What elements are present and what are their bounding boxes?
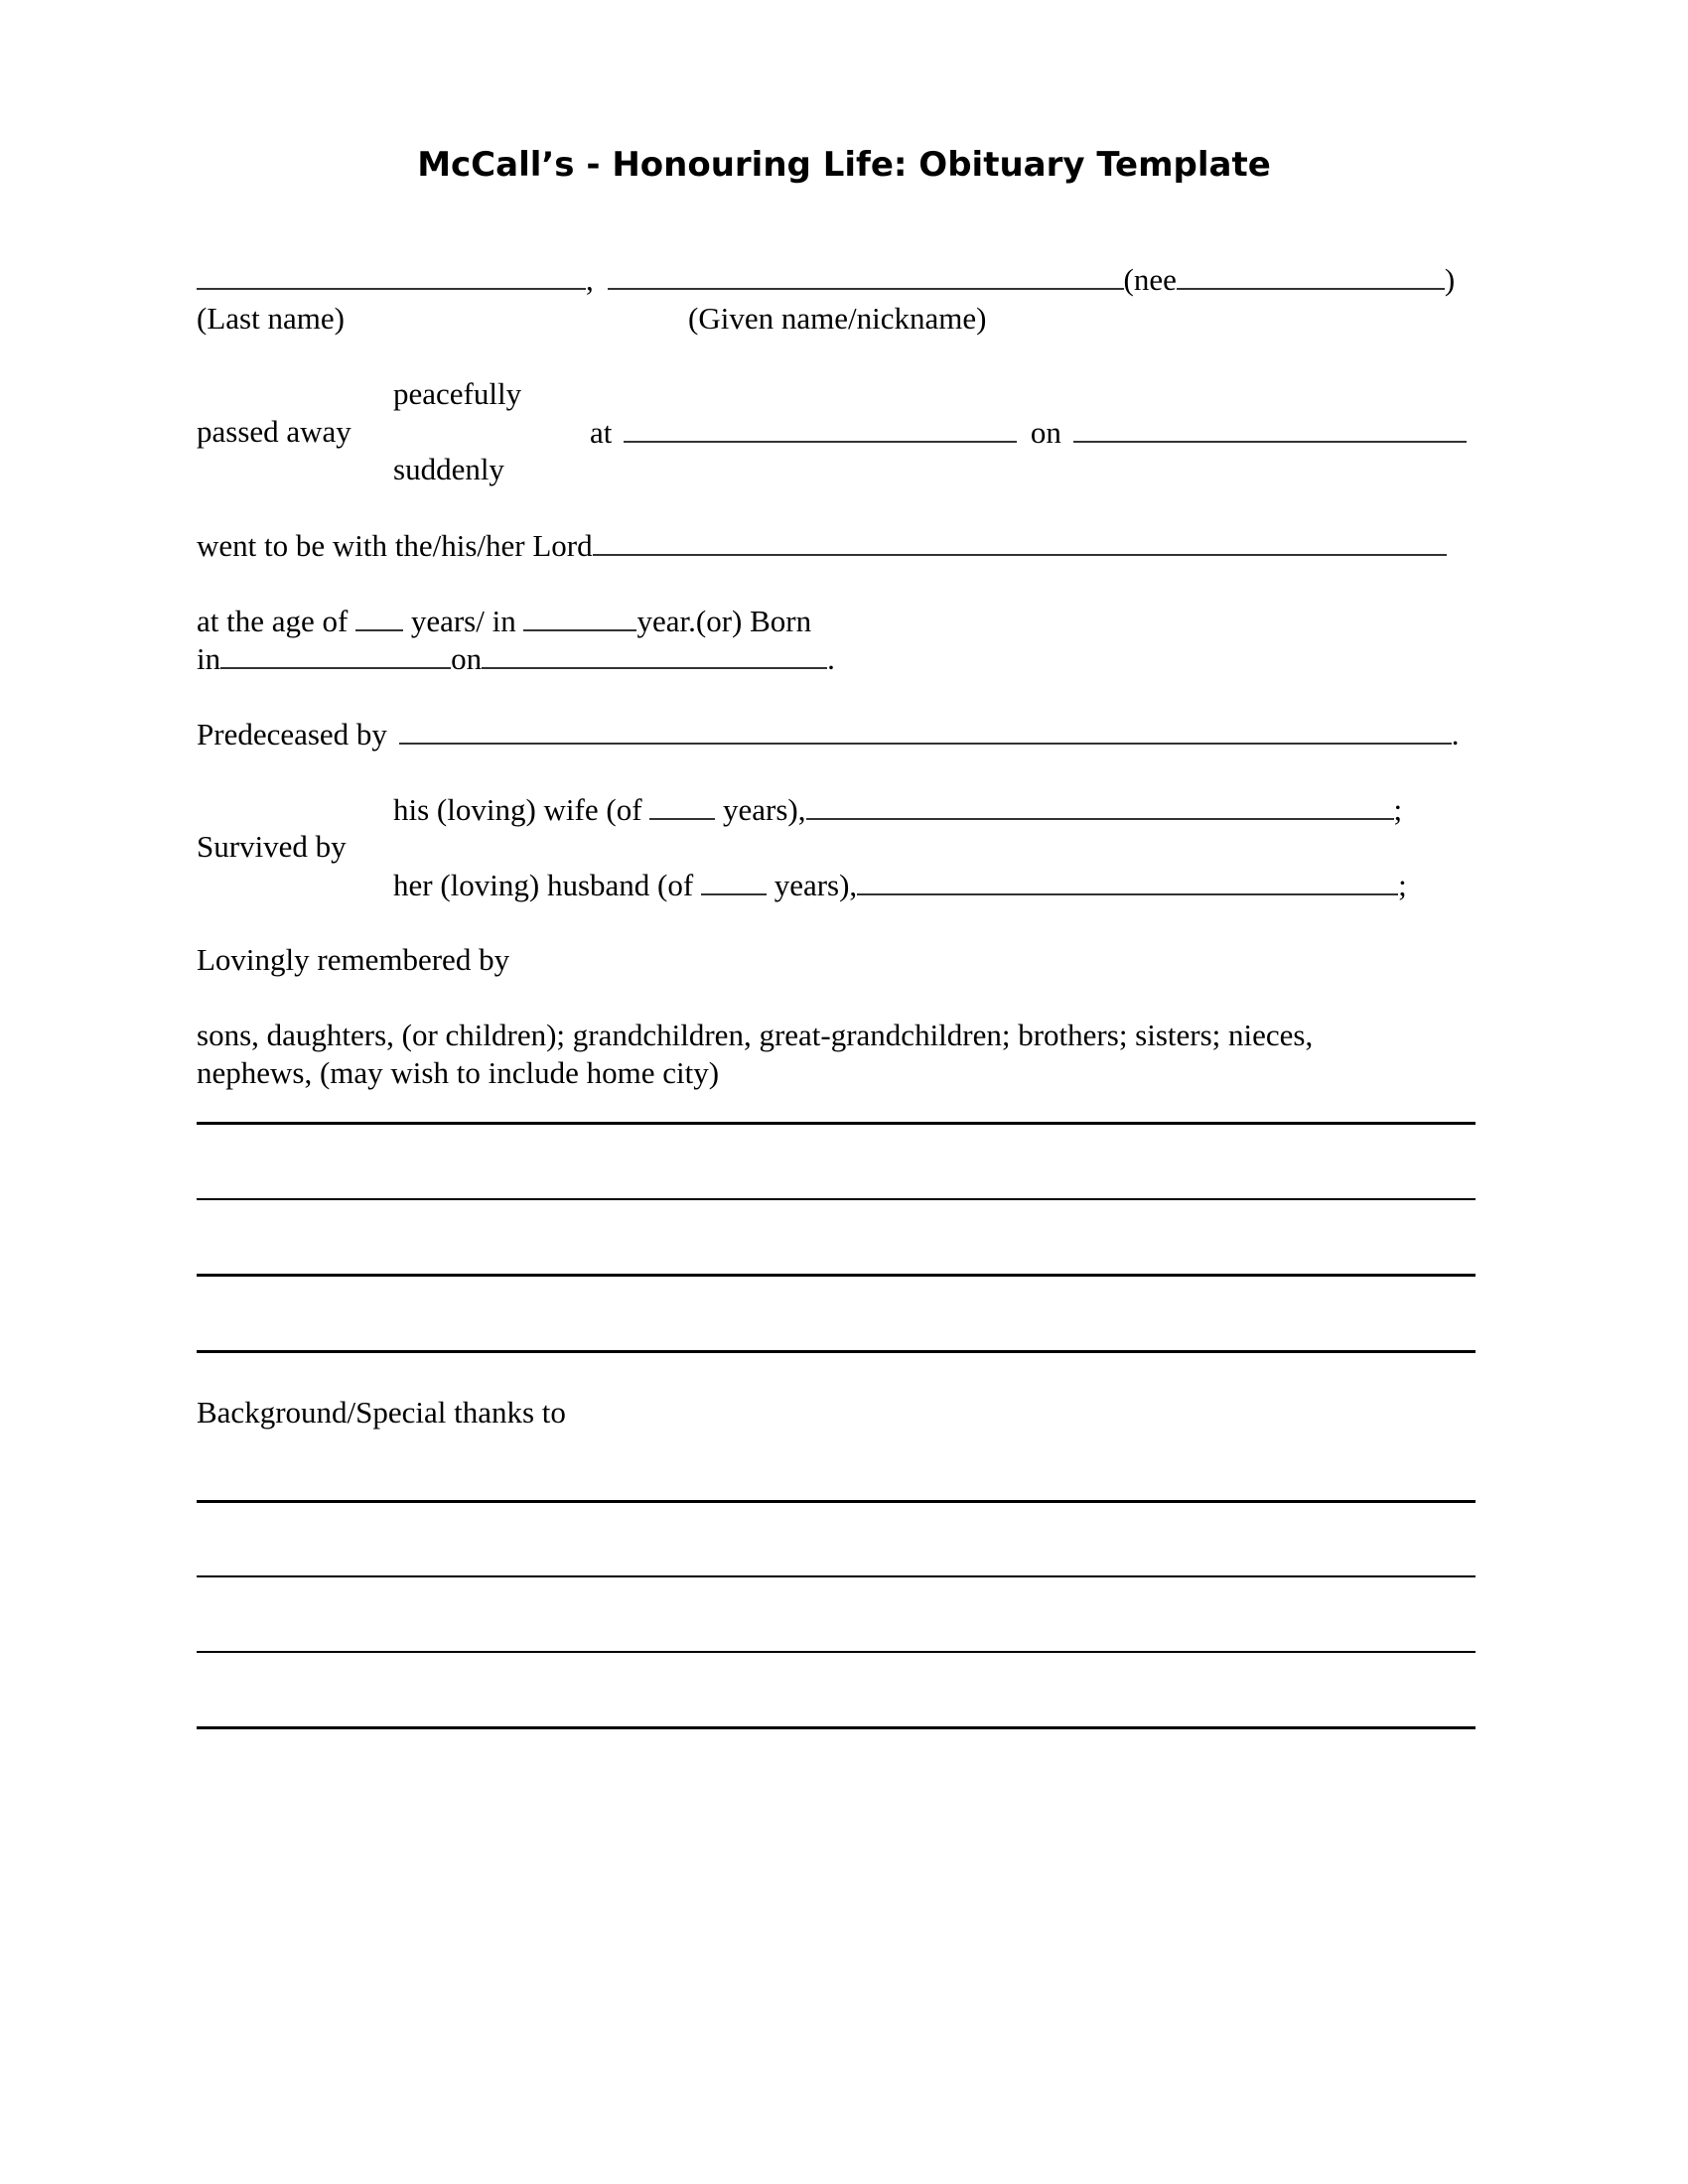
name-line [197, 260, 1455, 299]
survived-by-label: Survived by [197, 829, 347, 864]
predeceased-period: . [1451, 717, 1460, 751]
wife-name-field[interactable] [806, 790, 1394, 820]
remembered-description-line1: sons, daughters, (or children); grandchildren, great-grandchildren; brothers; sisters; nieces, [197, 1018, 1314, 1052]
years-in-label: years/ in [410, 604, 516, 638]
lord-label: went to be with the/his/her Lord [197, 528, 593, 563]
background-blank-line-2[interactable] [197, 1575, 1476, 1577]
background-blank-line-4[interactable] [197, 1726, 1476, 1729]
predeceased-field[interactable] [399, 715, 1452, 745]
wife-years-suffix: years), [723, 792, 806, 827]
age-field[interactable] [355, 602, 403, 631]
husband-semicolon: ; [1398, 868, 1407, 902]
predeceased-label: Predeceased by [197, 717, 387, 751]
last-name-caption: (Last name) [197, 301, 345, 336]
given-name-field[interactable] [608, 260, 1124, 290]
wife-line [393, 790, 1402, 829]
year-field[interactable] [523, 602, 636, 631]
born-on-label: on [451, 641, 483, 676]
wife-semicolon: ; [1393, 792, 1403, 827]
date-field[interactable] [1073, 413, 1467, 443]
location-field[interactable] [624, 413, 1017, 443]
lord-line [197, 526, 1447, 565]
wife-prefix: his (loving) wife (of [393, 792, 642, 827]
last-name-field[interactable] [197, 260, 586, 290]
remembered-blank-line-2[interactable] [197, 1198, 1476, 1200]
born-in-label: in [197, 641, 221, 676]
lord-field[interactable] [593, 526, 1447, 556]
born-period: . [827, 641, 835, 676]
birthdate-field[interactable] [482, 639, 827, 669]
husband-name-field[interactable] [857, 866, 1398, 895]
born-line [197, 639, 835, 678]
birthplace-field[interactable] [220, 639, 451, 669]
background-blank-line-1[interactable] [197, 1500, 1476, 1503]
predeceased-line [197, 715, 1459, 753]
at-label: at [590, 415, 613, 450]
passed-away-label: passed away [197, 414, 352, 449]
remembered-blank-line-3[interactable] [197, 1274, 1476, 1277]
background-blank-line-3[interactable] [197, 1651, 1476, 1653]
given-name-caption: (Given name/nickname) [688, 301, 987, 336]
nee-field[interactable] [1177, 260, 1445, 290]
nee-close: ) [1444, 262, 1456, 297]
husband-line [393, 866, 1407, 904]
name-comma: , [586, 262, 594, 297]
remembered-label: Lovingly remembered by [197, 942, 510, 977]
age-line [197, 602, 811, 640]
background-label: Background/Special thanks to [197, 1395, 566, 1430]
passed-away-location-line [590, 413, 1467, 452]
page-title: McCall’s - Honouring Life: Obituary Template [417, 145, 1271, 185]
option-suddenly[interactable]: suddenly [393, 452, 504, 486]
remembered-blank-line-4[interactable] [197, 1350, 1476, 1353]
husband-prefix: her (loving) husband (of [393, 868, 694, 902]
age-prefix: at the age of [197, 604, 349, 638]
nee-label: (nee [1123, 262, 1177, 297]
husband-years-suffix: years), [774, 868, 858, 902]
on-label: on [1030, 415, 1061, 450]
option-peacefully[interactable]: peacefully [393, 376, 522, 411]
remembered-description-line2: nephews, (may wish to include home city) [197, 1055, 720, 1090]
wife-years-field[interactable] [649, 790, 715, 820]
year-born-label: year.(or) Born [636, 604, 812, 638]
remembered-blank-line-1[interactable] [197, 1122, 1476, 1125]
husband-years-field[interactable] [701, 866, 767, 895]
